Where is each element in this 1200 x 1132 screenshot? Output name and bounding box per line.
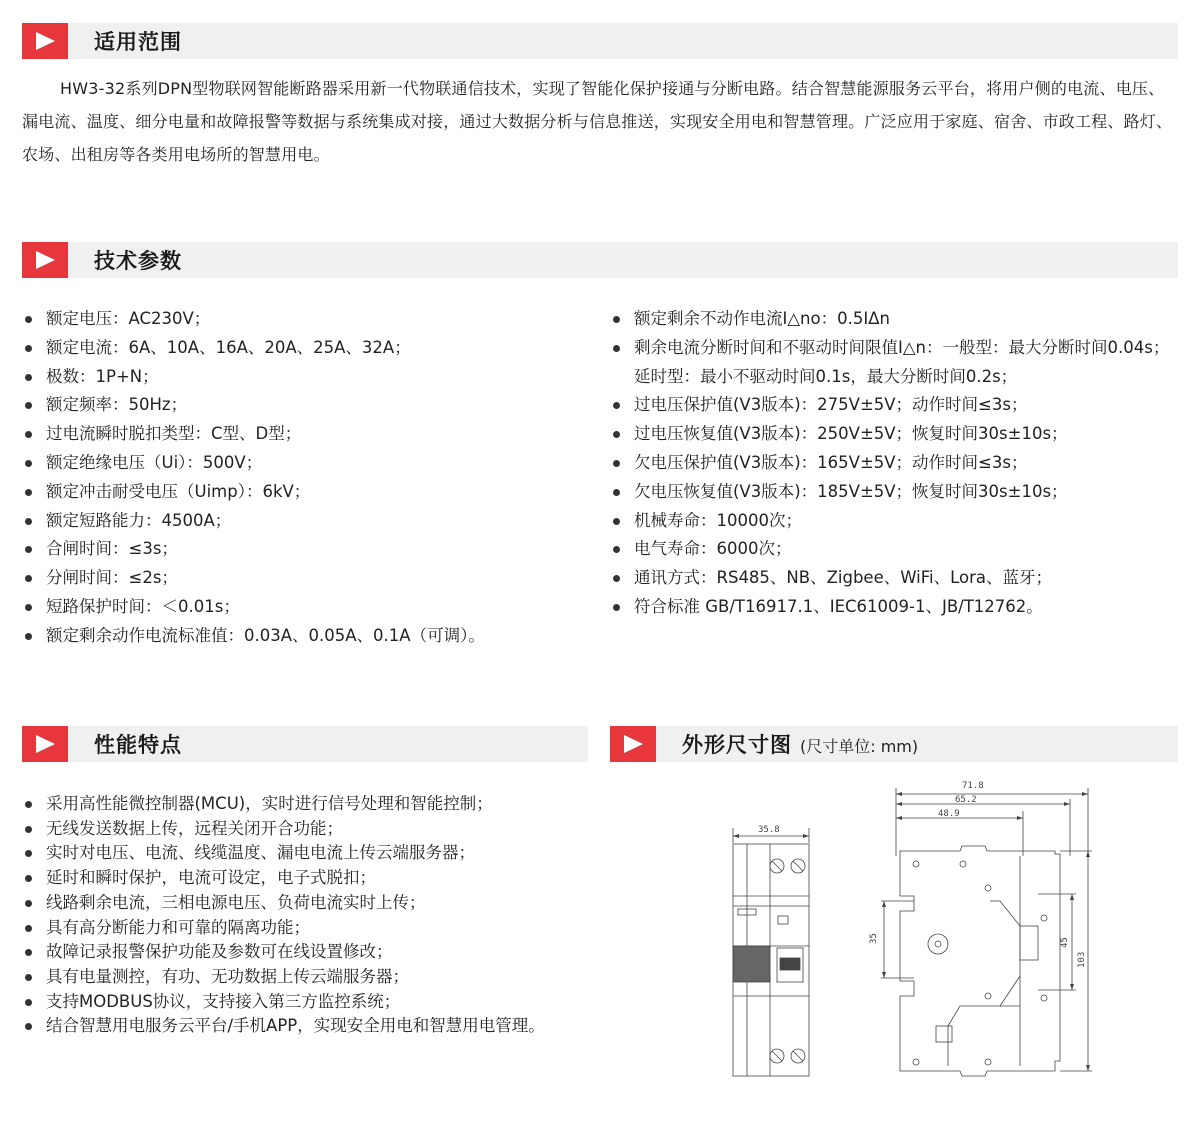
tech-left-list <box>22 305 602 651</box>
list-item: 无线发送数据上传，远程关闭开合功能； <box>22 817 588 842</box>
features-marker <box>22 726 68 762</box>
list-item: 额定冲击耐受电压（Uimp）：6kV； <box>22 478 602 507</box>
dimensions-marker <box>610 726 656 762</box>
list-item: 通讯方式：RS485、NB、Zigbee、WiFi、Lora、蓝牙； <box>610 564 1182 593</box>
list-item: 结合智慧用电服务云平台/手机APP，实现安全用电和智慧用电管理。 <box>22 1014 588 1039</box>
list-item: 额定电压：AC230V； <box>22 305 602 334</box>
list-item: 剩余电流分断时间和不驱动时间限值I△n：一般型：最大分断时间0.04s；延时型：最小不驱动时间0.1s，最大分断时间0.2s； <box>610 334 1182 392</box>
features-list <box>22 792 588 1039</box>
list-item: 实时对电压、电流、线缆温度、漏电电流上传云端服务器； <box>22 841 588 866</box>
list-item: 欠电压保护值(V3版本)：165V±5V；动作时间≤3s； <box>610 449 1182 478</box>
front-view <box>733 825 809 1076</box>
list-item: 过电压恢复值(V3版本)：250V±5V；恢复时间30s±10s； <box>610 420 1182 449</box>
list-item: 额定电流：6A、10A、16A、20A、25A、32A； <box>22 334 602 363</box>
list-item: 额定绝缘电压（Ui）：500V； <box>22 449 602 478</box>
list-item: 采用高性能微控制器(MCU)，实时进行信号处理和智能控制； <box>22 792 588 817</box>
dim-overall: 71.8 <box>962 781 984 791</box>
list-item: 符合标准 GB/T16917.1、IEC61009-1、JB/T12762。 <box>610 593 1182 622</box>
tech-marker <box>22 242 68 278</box>
list-item: 额定剩余动作电流标准值：0.03A、0.05A、0.1A（可调）。 <box>22 622 602 651</box>
tech-header <box>22 242 1178 278</box>
dim-window: 45 <box>1060 937 1070 948</box>
list-item: 欠电压恢复值(V3版本)：185V±5V；恢复时间30s±10s； <box>610 478 1182 507</box>
tech-right-list <box>610 305 1182 622</box>
dimensions-unit-note: (尺寸单位: mm) <box>800 737 919 756</box>
play-triangle-icon <box>622 734 644 754</box>
features-header <box>22 726 588 762</box>
dimensions-title-text: 外形尺寸图 <box>682 733 792 757</box>
list-item: 额定剩余不动作电流I△no：0.5IΔn <box>610 305 1182 334</box>
scope-title: 适用范围 <box>94 30 182 54</box>
dimensions-title <box>656 729 918 759</box>
list-item: 过电压保护值(V3版本)：275V±5V；动作时间≤3s； <box>610 391 1182 420</box>
side-view <box>869 781 1092 1076</box>
dim-mid: 65.2 <box>955 795 977 805</box>
play-triangle-icon <box>34 31 56 51</box>
scope-header <box>22 23 1178 59</box>
play-triangle-icon <box>34 250 56 270</box>
list-item: 具有高分断能力和可靠的隔离功能； <box>22 916 588 941</box>
list-item: 短路保护时间：＜0.01s； <box>22 593 602 622</box>
list-item: 过电流瞬时脱扣类型：C型、D型； <box>22 420 602 449</box>
list-item: 故障记录报警保护功能及参数可在线设置修改； <box>22 940 588 965</box>
list-item: 延时和瞬时保护，电流可设定，电子式脱扣； <box>22 866 588 891</box>
list-item: 具有电量测控，有功、无功数据上传云端服务器； <box>22 965 588 990</box>
list-item: 极数：1P+N； <box>22 363 602 392</box>
features-title: 性能特点 <box>94 733 182 757</box>
scope-marker <box>22 23 68 59</box>
list-item: 电气寿命：6000次； <box>610 535 1182 564</box>
dim-front-width: 35.8 <box>758 825 780 835</box>
scope-text: HW3-32系列DPN型物联网智能断路器采用新一代物联通信技术，实现了智能化保护接通与分断电路。结合智慧能源服务云平台，将用户侧的电流、电压、漏电流、温度、细分电量和故障报警等数据与系统集成对接，通过大数据分析与信息推送，实现安全用电和智慧管理。广泛应用于家庭、宿舍、市政工程、路灯、农场、出租房等各类用电场所的智慧用电。 <box>22 79 1173 164</box>
list-item: 机械寿命：10000次； <box>610 507 1182 536</box>
dim-height: 103 <box>1077 951 1087 968</box>
play-triangle-icon <box>34 734 56 754</box>
list-item: 分闸时间：≤2s； <box>22 564 602 593</box>
dimensions-header <box>610 726 1178 762</box>
list-item: 线路剩余电流，三相电源电压、负荷电流实时上传； <box>22 891 588 916</box>
list-item: 合闸时间：≤3s； <box>22 535 602 564</box>
list-item: 支持MODBUS协议，支持接入第三方监控系统； <box>22 990 588 1015</box>
dim-inner: 48.9 <box>938 809 960 819</box>
list-item: 额定频率：50Hz； <box>22 391 602 420</box>
dim-rail: 35 <box>869 933 879 944</box>
tech-title: 技术参数 <box>94 249 182 273</box>
list-item: 额定短路能力：4500A； <box>22 507 602 536</box>
dimension-drawing <box>700 766 1150 1096</box>
